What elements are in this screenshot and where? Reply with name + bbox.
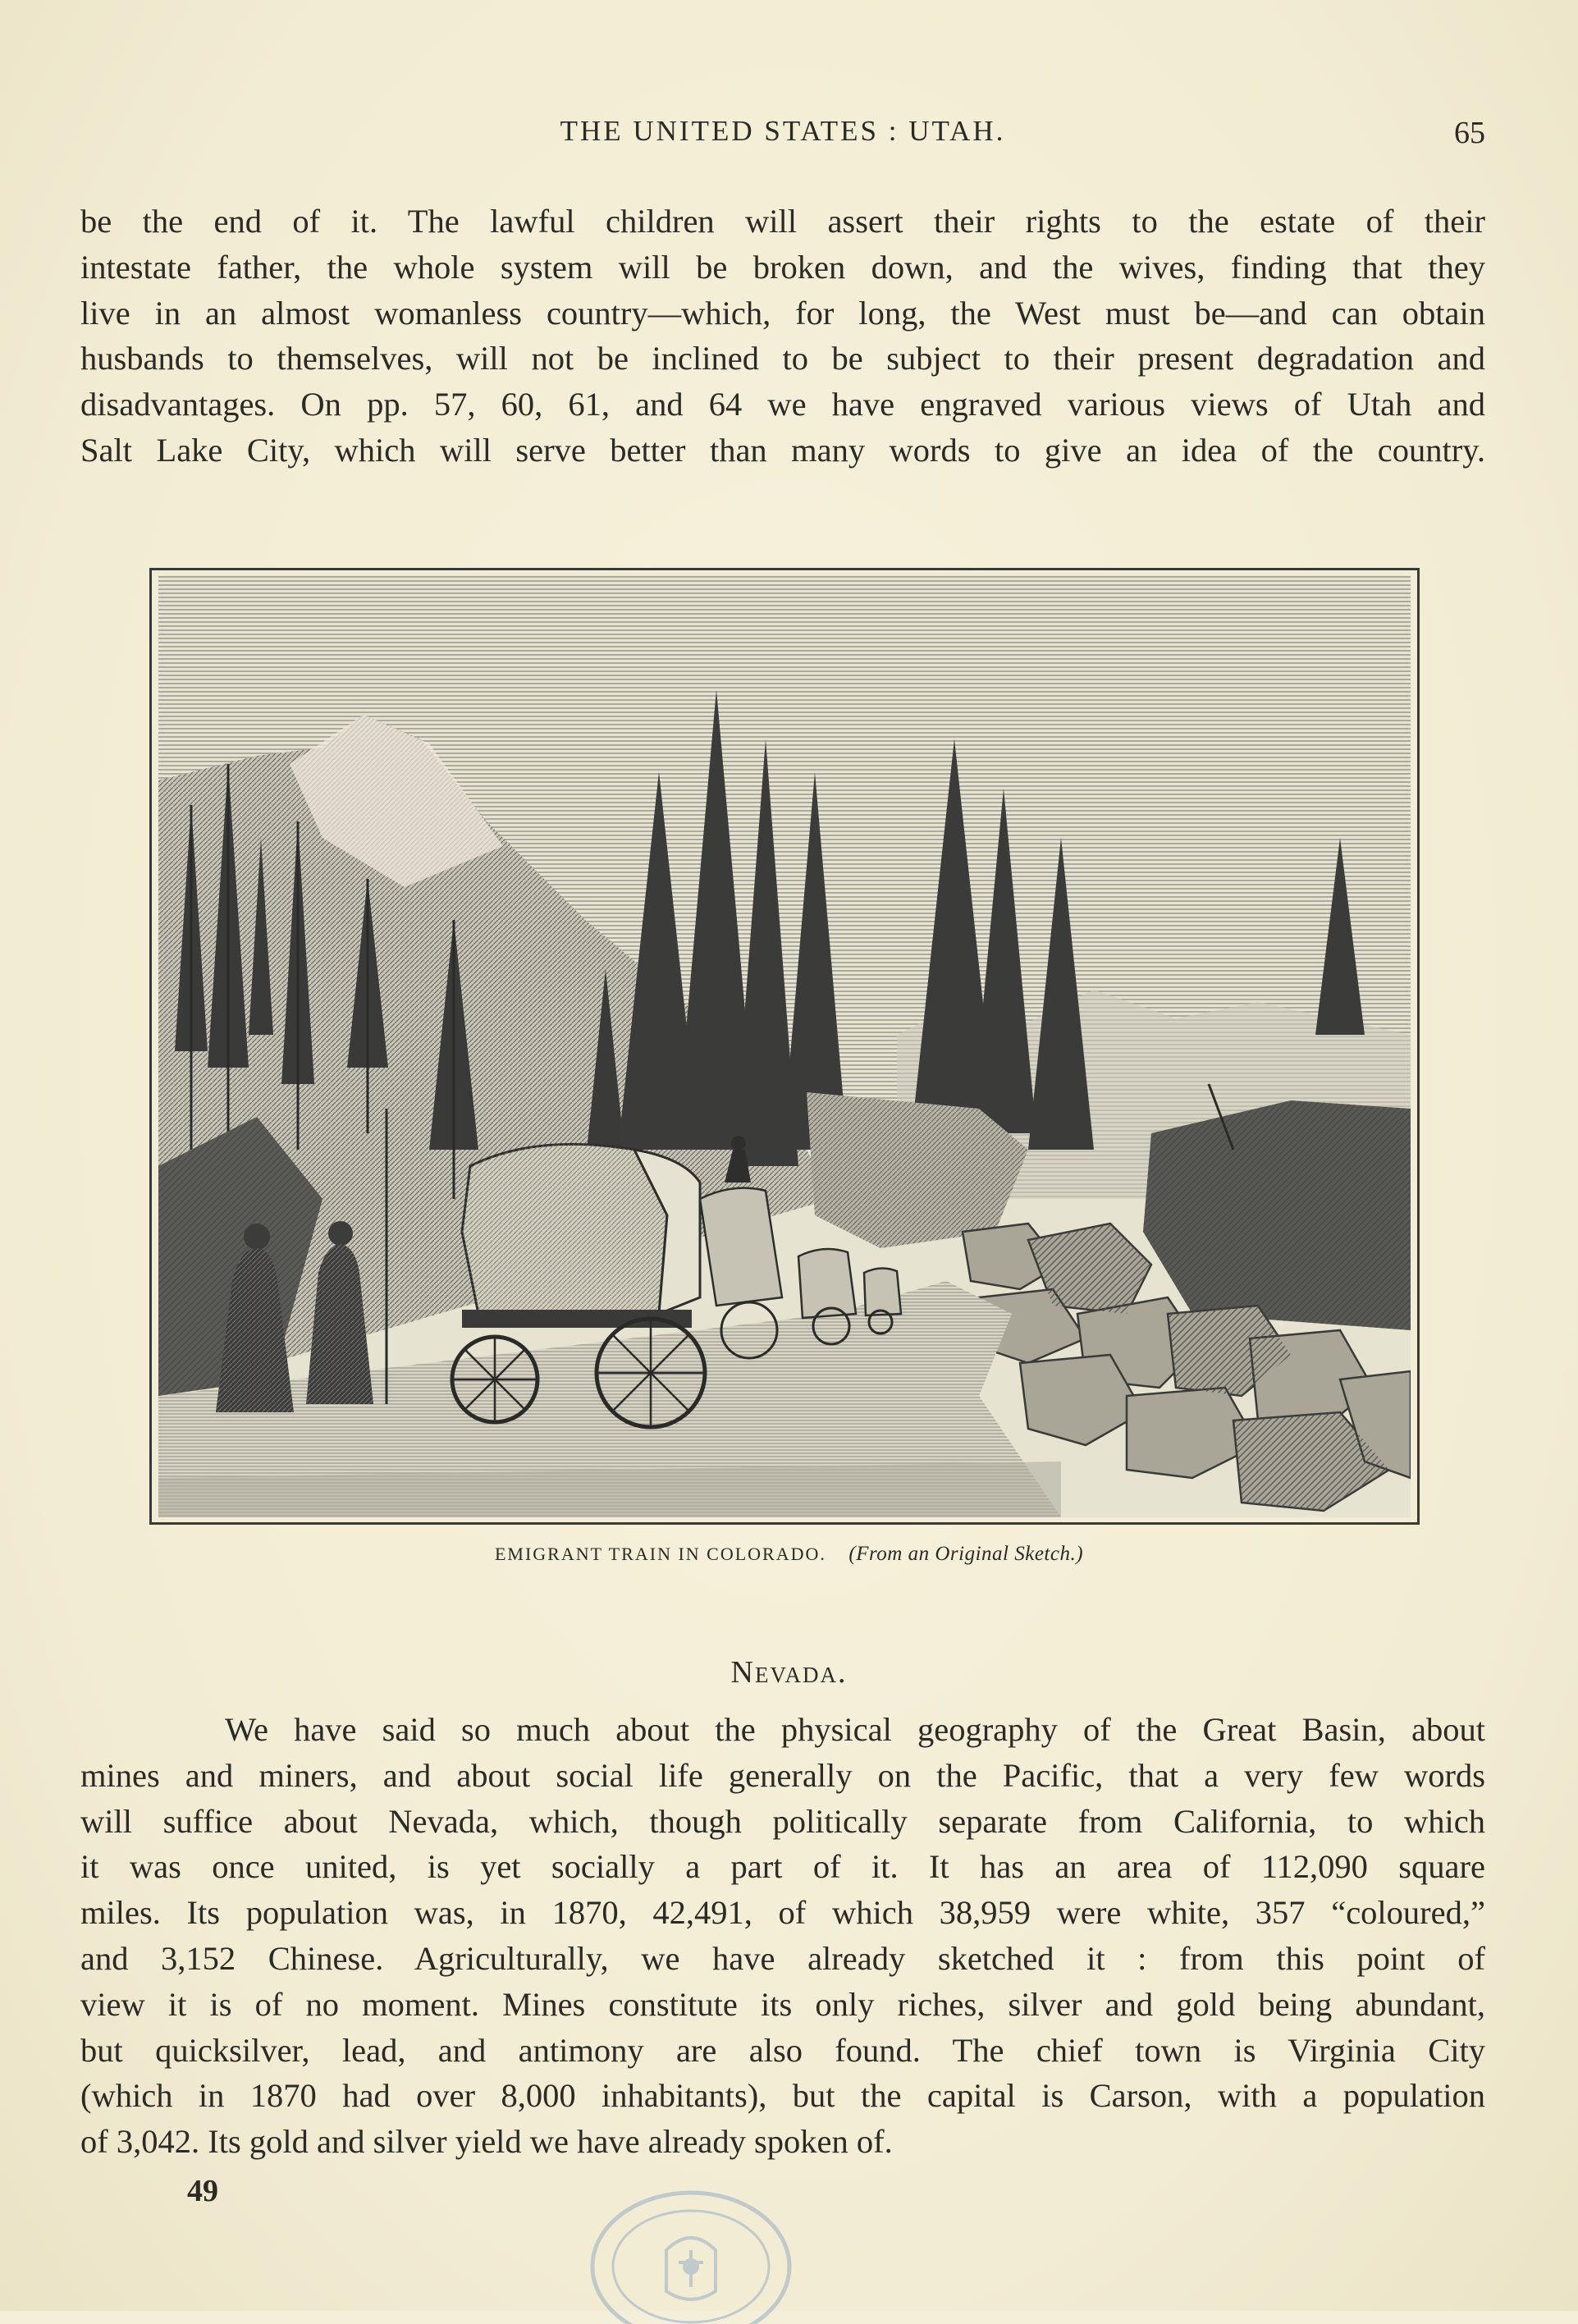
- emigrant-train-engraving: [158, 575, 1411, 1517]
- text-line: mines and miners, and about social life generally on the Pacific, that a very few words: [80, 1756, 1485, 1794]
- text-line: be the end of it. The lawful children will assert their rights to the estate of their: [80, 203, 1485, 240]
- text-line: it was once united, is yet socially a part of it. It has an area of 112,090 square: [80, 1848, 1485, 1886]
- paragraph-nevada: [80, 1707, 1485, 2165]
- figure-caption: [0, 1543, 1578, 1566]
- paragraph-utah-conclusion: [80, 199, 1485, 473]
- text-line: miles. Its population was, in 1870, 42,491, of which 38,959 were white, 357 “coloured,”: [80, 1894, 1485, 1932]
- text-line: view it is of no moment. Mines constitute its only riches, silver and gold being abundant,: [80, 1985, 1485, 2023]
- library-stamp-icon: [584, 2184, 798, 2324]
- text-line: will suffice about Nevada, which, though politically separate from California, to which: [80, 1802, 1485, 1840]
- caption-title: EMIGRANT TRAIN IN COLORADO.: [494, 1544, 826, 1564]
- engraving-figure: [149, 568, 1420, 1525]
- running-header: [80, 115, 1485, 164]
- text-line: husbands to themselves, will not be inclined to be subject to their present degradation and: [80, 340, 1485, 377]
- section-heading: Nevada.: [730, 1655, 848, 1690]
- text-line: and 3,152 Chinese. Agriculturally, we have already sketched it : from this point of: [80, 1939, 1485, 1977]
- text-line: intestate father, the whole system will be broken down, and the wives, finding that they: [80, 248, 1485, 286]
- text-line: Salt Lake City, which will serve better than many words to give an idea of the country.: [80, 431, 1485, 469]
- running-title: THE UNITED STATES : UTAH.: [560, 115, 1006, 147]
- signature-mark: 49: [187, 2174, 218, 2208]
- text-line: disadvantages. On pp. 57, 60, 61, and 64 we have engraved various views of Utah and: [80, 386, 1485, 423]
- text-line: live in an almost womanless country—which, for long, the West must be—and can obtain: [80, 294, 1485, 332]
- page-number: 65: [1454, 116, 1485, 150]
- text-line: We have said so much about the physical geography of the Great Basin, about: [225, 1711, 1485, 1748]
- text-line: but quicksilver, lead, and antimony are also found. The chief town is Virginia City: [80, 2031, 1485, 2069]
- text-line: of 3,042. Its gold and silver yield we have already spoken of.: [80, 2123, 893, 2161]
- text-line: (which in 1870 had over 8,000 inhabitants), but the capital is Carson, with a population: [80, 2077, 1485, 2115]
- caption-credit: (From an Original Sketch.): [848, 1543, 1084, 1565]
